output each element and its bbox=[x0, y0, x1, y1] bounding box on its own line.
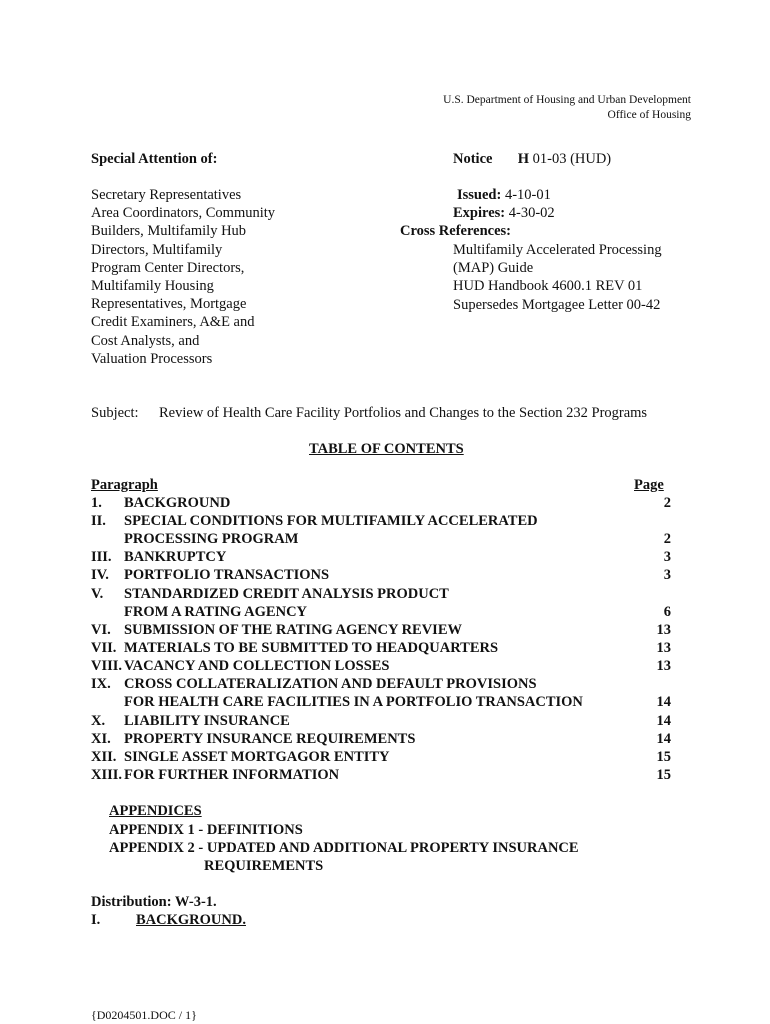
toc-page-number: 13 bbox=[656, 640, 671, 656]
toc-entry-title: FROM A RATING AGENCY bbox=[124, 604, 308, 620]
toc-title: TABLE OF CONTENTS bbox=[309, 441, 464, 457]
toc-row[interactable] bbox=[91, 657, 671, 675]
toc-number: III. bbox=[91, 549, 112, 565]
toc-entry-title: FOR HEALTH CARE FACILITIES IN A PORTFOLIO TRANSACTION bbox=[124, 694, 583, 710]
toc-row[interactable] bbox=[91, 766, 671, 784]
toc-row[interactable] bbox=[91, 675, 671, 693]
toc-page-number: 13 bbox=[656, 658, 671, 674]
toc-entry-title: VACANCY AND COLLECTION LOSSES bbox=[124, 658, 390, 674]
toc-page-number: 13 bbox=[656, 622, 671, 638]
toc-page-number: 3 bbox=[663, 567, 671, 583]
toc-number: X. bbox=[91, 713, 106, 729]
toc-row[interactable] bbox=[91, 512, 671, 530]
notice-number: 01-03 (HUD) bbox=[532, 151, 612, 167]
toc-number: IV. bbox=[91, 567, 109, 583]
recipient-item: Directors, Multifamily bbox=[91, 241, 223, 258]
recipient-list bbox=[91, 186, 275, 368]
toc-entry-title: LIABILITY INSURANCE bbox=[124, 713, 290, 729]
cross-reference-item: (MAP) Guide bbox=[453, 260, 534, 277]
cross-reference-item: HUD Handbook 4600.1 REV 01 bbox=[453, 278, 643, 295]
toc-number: XIII. bbox=[91, 767, 123, 783]
toc-page-number: 15 bbox=[656, 749, 671, 765]
section-number: I. bbox=[91, 912, 101, 928]
toc-number: 1. bbox=[91, 495, 102, 511]
issued-label: Issued: bbox=[457, 187, 502, 203]
appendix-item-continuation: REQUIREMENTS bbox=[204, 858, 324, 874]
cross-reference-item: Multifamily Accelerated Processing bbox=[453, 242, 662, 258]
subject-text: Review of Health Care Facility Portfolios and Changes to the Section 232 Programs bbox=[159, 405, 648, 421]
toc-page-number: 2 bbox=[663, 495, 671, 511]
toc-page-number: 6 bbox=[663, 604, 671, 620]
toc-number: VI. bbox=[91, 622, 111, 638]
toc-entry-title: PORTFOLIO TRANSACTIONS bbox=[124, 567, 330, 583]
expires-value: 4-30-02 bbox=[508, 205, 555, 221]
appendix-item[interactable]: APPENDIX 2 - UPDATED AND ADDITIONAL PROPERTY INSURANCE bbox=[109, 840, 579, 856]
toc-page-number: 14 bbox=[656, 713, 671, 729]
office-name: Office of Housing bbox=[607, 109, 691, 121]
agency-name: U.S. Department of Housing and Urban Development bbox=[443, 94, 691, 106]
toc-page-header: Page bbox=[634, 477, 664, 493]
recipient-item: Secretary Representatives bbox=[91, 187, 242, 203]
subject-label: Subject: bbox=[91, 405, 139, 421]
toc-entry-title: SINGLE ASSET MORTGAGOR ENTITY bbox=[124, 749, 390, 765]
toc-number: V. bbox=[91, 586, 104, 602]
cross-references-list bbox=[453, 241, 662, 314]
toc-number: IX. bbox=[91, 676, 111, 692]
recipient-item: Cost Analysts, and bbox=[91, 332, 200, 349]
toc-row[interactable] bbox=[91, 494, 671, 512]
toc-entry-title: MATERIALS TO BE SUBMITTED TO HEADQUARTERS bbox=[124, 640, 499, 656]
toc-entry-title: CROSS COLLATERALIZATION AND DEFAULT PROVISIONS bbox=[124, 676, 537, 692]
cross-reference-item: Supersedes Mortgagee Letter 00-42 bbox=[453, 296, 661, 313]
toc-row[interactable] bbox=[91, 730, 671, 748]
recipient-item: Builders, Multifamily Hub bbox=[91, 223, 247, 240]
toc-row[interactable] bbox=[91, 639, 671, 657]
recipient-item: Program Center Directors, bbox=[91, 259, 245, 276]
toc-row[interactable] bbox=[91, 530, 671, 548]
section-heading: BACKGROUND. bbox=[136, 912, 246, 928]
issued-value: 4-10-01 bbox=[504, 187, 551, 203]
toc-entry-title: STANDARDIZED CREDIT ANALYSIS PRODUCT bbox=[124, 586, 449, 602]
toc-page-number: 14 bbox=[656, 694, 671, 710]
appendices-heading: APPENDICES bbox=[109, 803, 202, 819]
special-attention-heading: Special Attention of: bbox=[91, 151, 218, 167]
toc-number: II. bbox=[91, 513, 106, 529]
recipient-item: Multifamily Housing bbox=[91, 277, 214, 294]
toc-row[interactable] bbox=[91, 585, 671, 603]
toc-page-number: 2 bbox=[663, 531, 671, 547]
toc-page-number: 3 bbox=[663, 549, 671, 565]
toc-row[interactable] bbox=[91, 621, 671, 639]
recipient-item: Credit Examiners, A&E and bbox=[91, 314, 255, 331]
toc-row[interactable] bbox=[91, 693, 671, 711]
document-id-footer: {D0204501.DOC / 1} bbox=[91, 1008, 197, 1022]
notice-label: Notice bbox=[453, 151, 493, 167]
toc-page-number: 15 bbox=[656, 767, 671, 783]
notice-number-prefix: H bbox=[517, 151, 529, 167]
toc-row[interactable] bbox=[91, 748, 671, 766]
toc-row[interactable] bbox=[91, 548, 671, 566]
recipient-item: Area Coordinators, Community bbox=[91, 205, 276, 222]
recipient-item: Valuation Processors bbox=[91, 350, 213, 367]
toc-row[interactable] bbox=[91, 603, 671, 621]
toc-number: VII. bbox=[91, 640, 117, 656]
toc-number: XI. bbox=[91, 731, 111, 747]
toc-page-number: 14 bbox=[656, 731, 671, 747]
toc-row[interactable] bbox=[91, 566, 671, 584]
toc-entry-title: PROPERTY INSURANCE REQUIREMENTS bbox=[124, 731, 416, 747]
expires-label: Expires: bbox=[453, 205, 506, 221]
toc-entry-title: SUBMISSION OF THE RATING AGENCY REVIEW bbox=[124, 622, 462, 638]
toc-entry-title: PROCESSING PROGRAM bbox=[124, 531, 299, 547]
recipient-item: Representatives, Mortgage bbox=[91, 296, 247, 313]
appendix-item[interactable]: APPENDIX 1 - DEFINITIONS bbox=[109, 822, 303, 838]
notice-line bbox=[453, 150, 611, 168]
toc-number: VIII. bbox=[91, 658, 123, 674]
toc-number: XII. bbox=[91, 749, 117, 765]
expires-line bbox=[453, 204, 555, 222]
toc-entry-title: BACKGROUND bbox=[124, 495, 231, 511]
toc-paragraph-header: Paragraph bbox=[91, 477, 158, 493]
distribution-line: Distribution: W-3-1. bbox=[91, 894, 217, 910]
toc-row[interactable] bbox=[91, 712, 671, 730]
toc-entry-title: BANKRUPTCY bbox=[124, 549, 227, 565]
toc-entry-title: FOR FURTHER INFORMATION bbox=[124, 767, 340, 783]
issued-line bbox=[457, 186, 551, 204]
toc-entry-title: SPECIAL CONDITIONS FOR MULTIFAMILY ACCELERATED bbox=[124, 513, 538, 529]
cross-references-label: Cross References: bbox=[400, 223, 511, 239]
